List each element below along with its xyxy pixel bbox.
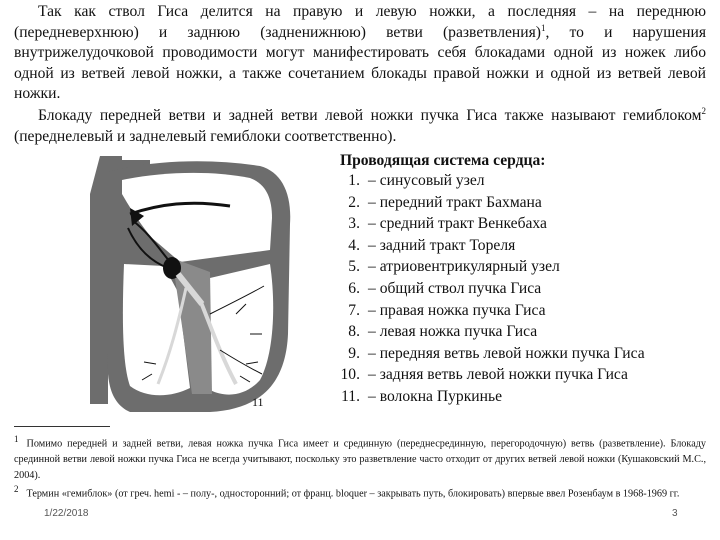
page-number: 3 <box>672 508 678 519</box>
legend-item-8: 8. – левая ножка пучка Гиса <box>348 323 538 341</box>
legend-item-11: 11. – волокна Пуркинье <box>341 387 503 405</box>
slide-date: 1/22/2018 <box>44 508 89 519</box>
legend-item-2: 2. – передний тракт Бахмана <box>348 193 542 211</box>
footnote-ref-1[interactable]: 1 <box>540 22 546 33</box>
legend-item-5: 5. – атриовентрикулярный узел <box>348 258 560 276</box>
legend-title: Проводящая система сердца: <box>340 152 546 169</box>
legend-item-1: 1. – синусовый узел <box>348 172 485 189</box>
label-11: 11 <box>252 395 264 409</box>
intro-paragraph-1: Так как ствол Гиса делится на правую и левую ножки, а последняя – на переднюю (передневерхнюю) и заднюю (задненижнюю) ветви (разветвления)$^1$, то и нарушения внутрижелудочковой проводимости могут манифестировать себя блокадами одной из ножек либо одной из ветвей левой ножки, а также сочетанием блокады правой ножки и одной из ветвей левой ножки. <box>14 3 706 102</box>
legend-list <box>322 172 645 410</box>
legend-item-9: 9. – передняя ветвь левой ножки пучка Гиса <box>348 344 645 362</box>
legend-item-6: 6. – общий ствол пучка Гиса <box>348 279 542 297</box>
legend-item-10: 10. – задняя ветвь левой ножки пучка Гиса <box>340 366 628 384</box>
intro-paragraph-2: Блокаду передней ветви и задней ветви левой ножки пучка Гиса также называют гемиблоком$^2$ (переднелевый и заднелевый гемиблоки соответственно). <box>14 105 706 145</box>
legend-item-3: 3. – средний тракт Венкебаха <box>348 215 547 233</box>
footnote-ref-2[interactable]: 2 <box>701 105 706 116</box>
footnote-1: 1 Помимо передней и задней ветви, левая ножка пучка Гиса имеет и срединную (переднесрединную, перегородочную) ветвь (разветвление). Блокаду срединной ветви левой ножки пучка Гиса не всегда учитывают, поскольку это разветвление часто отходит от других ветвей левой ножки (Кушаковский М.С., 2004). <box>14 434 706 481</box>
heart-conduction-diagram <box>60 154 300 416</box>
legend-item-7: 7. – правая ножка пучка Гиса <box>348 301 546 319</box>
footnote-2: 2 Термин «гемиблок» (от греч. hemi - – полу-, односторонний; от франц. bloquer – закрывать путь, блокировать) впервые ввел Розенбаум в 1968-1969 гг. <box>14 484 680 500</box>
footnote-divider <box>14 426 110 427</box>
legend-item-4: 4. – задний тракт Тореля <box>348 236 516 254</box>
